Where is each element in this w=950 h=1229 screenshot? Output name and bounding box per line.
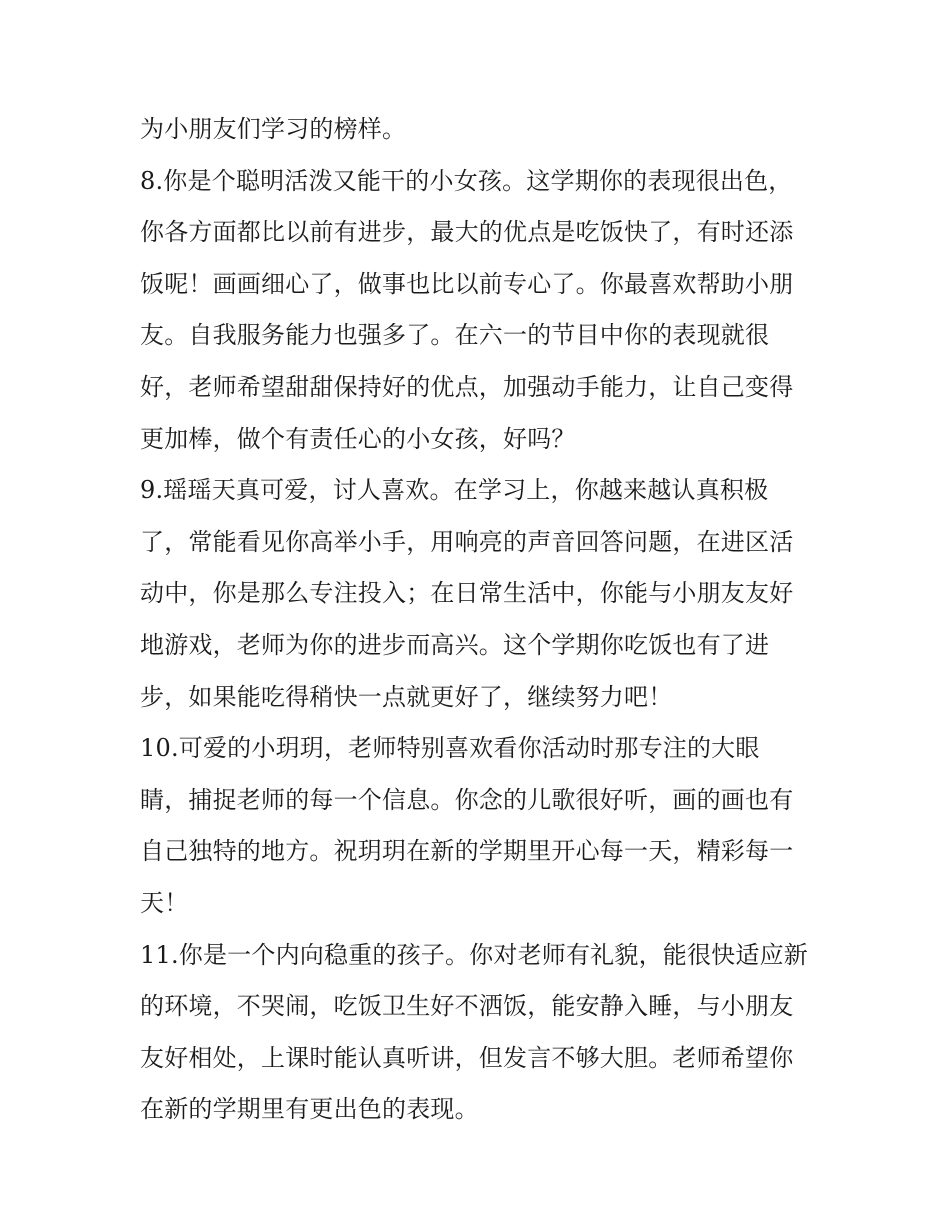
text-line: 你各方面都比以前有进步，最大的优点是吃饭快了，有时还添	[140, 218, 794, 247]
text-line: 动中，你是那么专注投入；在日常生活中，你能与小朋友友好	[140, 579, 794, 608]
text-line: 在新的学期里有更出色的表现。	[140, 1095, 479, 1124]
text-line: 10.可爱的小玥玥，老师特别喜欢看你活动时那专注的大眼	[140, 734, 760, 763]
text-line: 更加棒，做个有责任心的小女孩，好吗？	[140, 424, 576, 453]
text-line: 自己独特的地方。祝玥玥在新的学期里开心每一天，精彩每一	[140, 837, 794, 866]
text-line: 睛，捕捉老师的每一个信息。你念的儿歌很好听，画的画也有	[140, 785, 794, 814]
text-line: 友好相处，上课时能认真听讲，但发言不够大胆。老师希望你	[140, 1043, 794, 1072]
text-line: 的环境，不哭闹，吃饭卫生好不洒饭，能安静入睡，与小朋友	[140, 992, 794, 1021]
text-line: 8.你是个聪明活泼又能干的小女孩。这学期你的表现很出色，	[140, 166, 793, 195]
document-body	[140, 104, 816, 1136]
text-line: 天！	[140, 888, 189, 917]
text-line: 好，老师希望甜甜保持好的优点，加强动手能力，让自己变得	[140, 372, 794, 401]
text-line: 9.瑶瑶天真可爱，讨人喜欢。在学习上，你越来越认真积极	[140, 476, 769, 505]
text-line: 地游戏，老师为你的进步而高兴。这个学期你吃饭也有了进	[140, 630, 770, 659]
text-line: 饭呢！画画细心了，做事也比以前专心了。你最喜欢帮助小朋	[140, 269, 794, 298]
text-line: 友。自我服务能力也强多了。在六一的节目中你的表现就很	[140, 321, 770, 350]
text-line: 为小朋友们学习的榜样。	[140, 115, 407, 143]
text-line: 了，常能看见你高举小手，用响亮的声音回答问题，在进区活	[140, 527, 794, 556]
text-line: 11.你是一个内向稳重的孩子。你对老师有礼貌，能很快适应新	[140, 940, 808, 969]
text-line: 步，如果能吃得稍快一点就更好了，继续努力吧！	[140, 682, 673, 711]
